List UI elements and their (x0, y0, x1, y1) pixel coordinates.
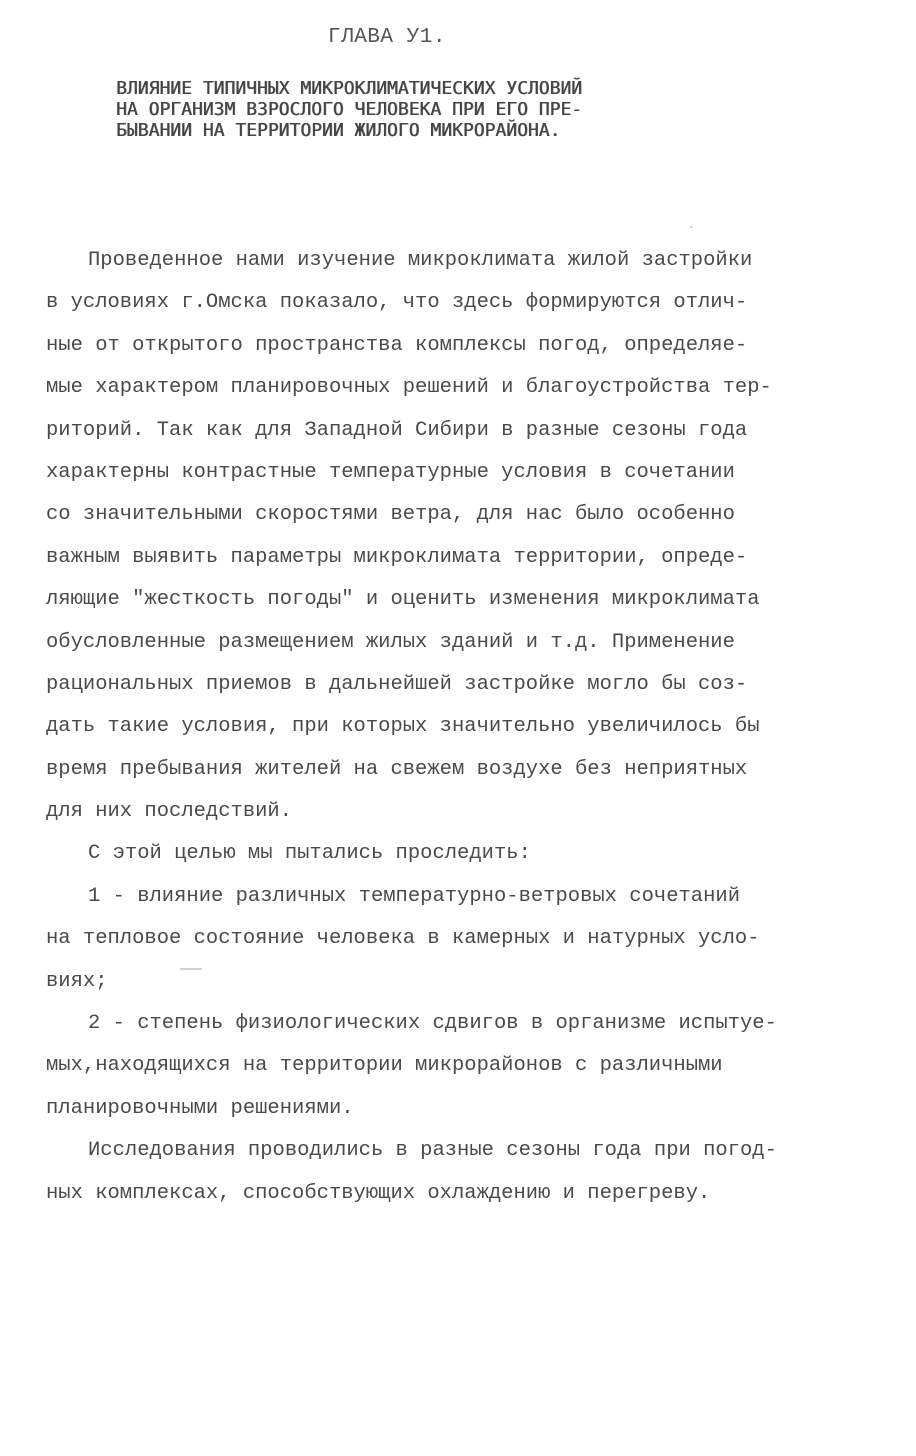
paragraph-line: мые характером планировочных решений и благоустройства тер- (46, 376, 772, 400)
chapter-title-line: БЫВАНИИ НА ТЕРРИТОРИИ ЖИЛОГО МИКРОРАЙОНА. (116, 120, 561, 141)
list-item-line: 1 - влияние различных температурно-ветровых сочетаний (88, 884, 741, 908)
paragraph-line: со значительными скоростями ветра, для нас было особенно (46, 503, 735, 527)
list-item-line: 2 - степень физиологических сдвигов в организме испытуе- (88, 1012, 777, 1036)
paragraph-line: Исследования проводились в разные сезоны года при погод- (88, 1139, 777, 1163)
paper-speck (690, 226, 693, 228)
body-text (46, 240, 886, 1215)
paragraph-line: в условиях г.Омска показало, что здесь формируются отлич- (46, 291, 748, 315)
paragraph-line: ляющие "жесткость погоды" и оценить изменения микроклимата (46, 588, 760, 612)
chapter-heading: ГЛАВА У1. (328, 26, 446, 49)
paragraph-line: обусловленные размещением жилых зданий и т.д. Применение (46, 630, 735, 654)
chapter-title (116, 78, 756, 141)
chapter-title-line: НА ОРГАНИЗМ ВЗРОСЛОГО ЧЕЛОВЕКА ПРИ ЕГО ПРЕ- (116, 99, 582, 120)
paragraph-line: дать такие условия, при которых значительно увеличилось бы (46, 715, 760, 739)
paragraph-line: риторий. Так как для Западной Сибири в разные сезоны года (46, 418, 748, 442)
paragraph-line: для них последствий. (46, 800, 293, 824)
paragraph-line: важным выявить параметры микроклимата территории, опреде- (46, 545, 748, 569)
paragraph-line: ные от открытого пространства комплексы погод, определяе- (46, 333, 748, 357)
paragraph-line: рациональных приемов в дальнейшей застройке могло бы соз- (46, 672, 748, 696)
chapter-title-line: ВЛИЯНИЕ ТИПИЧНЫХ МИКРОКЛИМАТИЧЕСКИХ УСЛОВИЙ (116, 78, 582, 99)
list-item-line: виях; (46, 969, 108, 993)
paper-speck (180, 968, 202, 970)
paragraph-line: время пребывания жителей на свежем воздухе без неприятных (46, 757, 748, 781)
paragraph-line: ных комплексах, способствующих охлаждению и перегреву. (46, 1181, 711, 1205)
paragraph-line: С этой целью мы пытались проследить: (88, 842, 531, 866)
paragraph-line: характерны контрастные температурные условия в сочетании (46, 460, 735, 484)
list-item-line: мых,находящихся на территории микрорайонов с различными (46, 1054, 723, 1078)
paragraph-line: Проведенное нами изучение микроклимата жилой застройки (88, 249, 753, 272)
list-item-line: на тепловое состояние человека в камерных и натурных усло- (46, 927, 760, 951)
list-item-line: планировочными решениями. (46, 1096, 354, 1120)
